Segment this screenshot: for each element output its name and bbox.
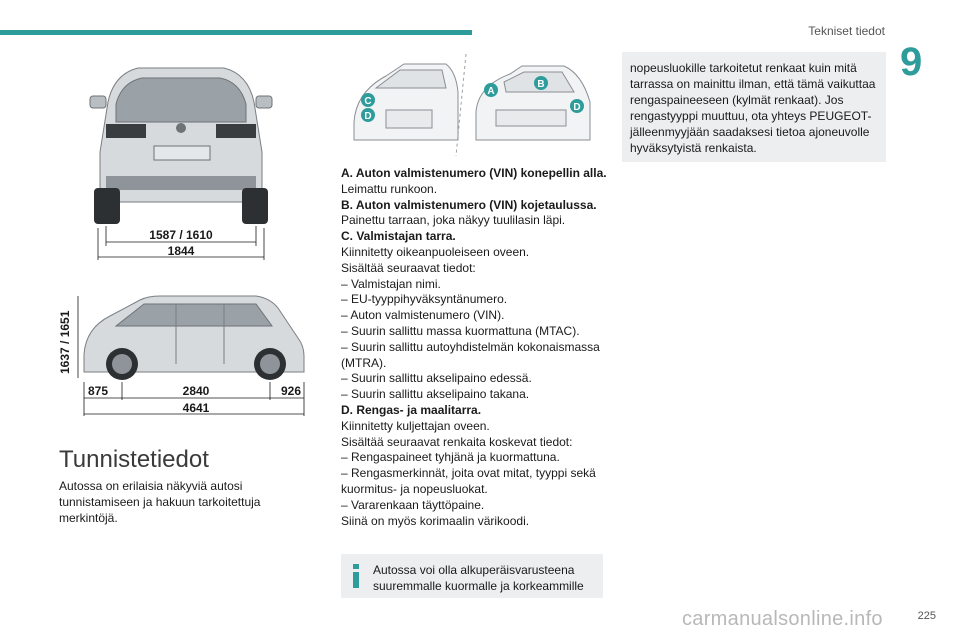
section-heading: Tunnistetiedot (59, 446, 209, 473)
item-text: – Suurin sallittu autoyhdistelmän kokonaismassa (MTRA). (341, 339, 600, 370)
item-text: – Suurin sallittu massa kuormattuna (MTAC). (341, 323, 580, 338)
item-text: – Suurin sallittu akselipaino takana. (341, 387, 530, 402)
item-heading: C. Valmistajan tarra. (341, 229, 456, 244)
item-text: Sisältää seuraavat renkaita koskevat tiedot: (341, 434, 573, 449)
info-icon (353, 564, 359, 588)
item-heading: D. Rengas- ja maalitarra. (341, 402, 482, 417)
item-text: Leimattu runkoon. (341, 181, 438, 196)
continued-note (622, 52, 886, 162)
front-overhang-label: 875 (87, 384, 109, 398)
item-text: – EU-tyyppihyväksyntänumero. (341, 292, 508, 307)
marker-b (534, 76, 548, 90)
vin-location-figure (346, 52, 596, 158)
item-text: Kiinnitetty kuljettajan oveen. (341, 418, 490, 433)
side-car-illustration (84, 296, 304, 380)
overall-length-label: 4641 (182, 401, 210, 415)
svg-text:A: A (487, 86, 495, 97)
chapter-number: 9 (900, 40, 923, 84)
height-label: 1637 / 1651 (58, 310, 72, 374)
item-text: Kiinnitetty oikeanpuoleiseen oveen. (341, 244, 530, 259)
marker-d-left (361, 108, 375, 122)
rear-view-figure (86, 60, 276, 265)
item-text: – Vararenkaan täyttöpaine. (341, 497, 485, 512)
section-title: Tekniset tiedot (808, 24, 885, 38)
intro-text: Autossa on erilaisia näkyviä autosi tunnistamiseen ja hakuun tarkoitettuja merkintöjä. (59, 479, 261, 525)
rear-overhang-label: 926 (280, 384, 302, 398)
item-text: – Rengasmerkinnät, joita ovat mitat, tyyppi sekä kuormitus- ja nopeusluokat. (341, 466, 596, 496)
item-text: Siinä on myös korimaalin värikoodi. (341, 513, 530, 528)
page-number: 225 (917, 610, 936, 622)
item-heading: A. Auton valmistenumero (VIN) konepellin alla. (341, 166, 607, 180)
marker-c (361, 93, 375, 107)
marker-d-right (570, 99, 584, 113)
marker-a (484, 83, 498, 97)
item-text: Painettu tarraan, joka näkyy tuulilasin läpi. (341, 213, 566, 228)
item-text: – Valmistajan nimi. (341, 276, 441, 291)
svg-text:C: C (364, 96, 372, 107)
wheelbase-label: 2840 (182, 384, 210, 398)
overall-width-label: 1844 (167, 244, 195, 258)
rear-car-illustration (90, 68, 272, 224)
continued-note-text: nopeusluokille tarkoitetut renkaat kuin mitä tarrassa on mainittu ilman, että tämä vaikuttaa rengaspaineeseen (kylmät renkaat). Jos rengastyyppi muuttuu, ota yhteys PEUGEOT-jälleenmyyjään saadaksesi tietoa ajoneuvolle hyväksytyistä renkaista. (630, 61, 876, 155)
info-note-text: Autossa voi olla alkuperäisvarusteena suuremmalle kuormalle ja korkeammille (373, 563, 584, 593)
info-note (341, 554, 603, 598)
item-text: – Auton valmistenumero (VIN). (341, 308, 505, 323)
watermark: carmanualsonline.info (682, 608, 883, 630)
item-heading: B. Auton valmistenumero (VIN) kojetaulussa. (341, 197, 597, 212)
identification-list (341, 166, 607, 529)
svg-text:B: B (537, 79, 545, 90)
side-view-figure (56, 294, 310, 420)
svg-text:D: D (364, 111, 372, 122)
item-text: – Rengaspaineet tyhjänä ja kuormattuna. (341, 450, 560, 465)
top-accent-bar (0, 30, 472, 35)
item-text: – Suurin sallittu akselipaino edessä. (341, 371, 532, 386)
track-width-label: 1587 / 1610 (149, 228, 213, 242)
svg-text:D: D (573, 102, 581, 113)
item-text: Sisältää seuraavat tiedot: (341, 260, 476, 275)
